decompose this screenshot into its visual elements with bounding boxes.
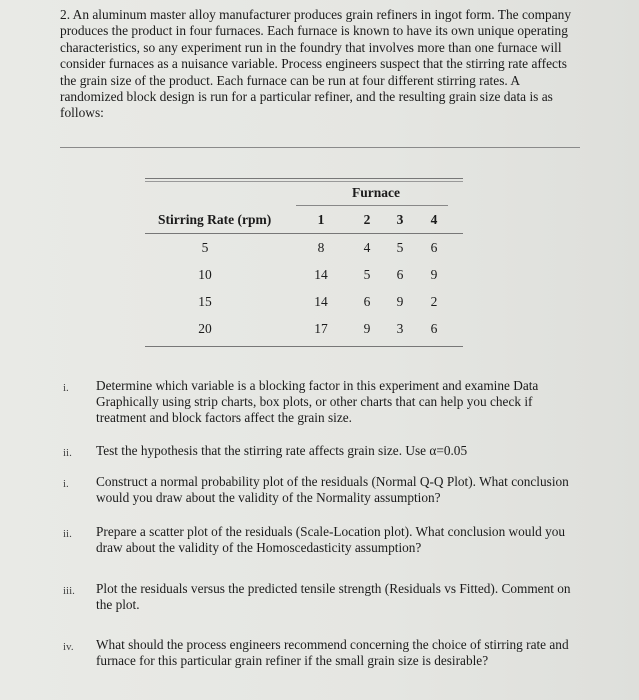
question-number: iv.: [63, 641, 74, 653]
question-text: What should the process engineers recommend concerning the choice of stirring rate and furnace for this particular grain refiner if the small grain size is desirable?: [96, 637, 569, 669]
question-number: i.: [63, 478, 69, 490]
table-cell: 3: [396, 321, 404, 336]
question-text: Construct a normal probability plot of the residuals (Normal Q-Q Plot). What conclusion would you draw about the validity of the Normality assumption?: [96, 474, 569, 506]
furnace-col-header: 4: [430, 212, 438, 227]
furnace-underline: [296, 205, 448, 206]
table-cell: 6: [430, 240, 438, 255]
rate-cell: 15: [198, 294, 212, 309]
table-cell: 9: [430, 267, 438, 282]
rate-cell: 20: [198, 321, 212, 336]
question-text: Test the hypothesis that the stirring rate affects grain size. Use α=0.05: [96, 443, 468, 458]
table-cell: 6: [430, 321, 438, 336]
stirring-rate-header: Stirring Rate (rpm): [158, 212, 272, 227]
question-text: Plot the residuals versus the predicted tensile strength (Residuals vs Fitted). Comment on the plot.: [96, 581, 571, 613]
table-cell: 9: [363, 321, 371, 336]
table-cell: 14: [314, 267, 328, 282]
rate-cell: 5: [201, 240, 209, 255]
furnace-col-header: 2: [363, 212, 371, 227]
table-cell: 8: [317, 240, 325, 255]
table-cell: 5: [396, 240, 404, 255]
section-divider: [60, 147, 580, 148]
rate-cell: 10: [198, 267, 212, 282]
table-bottom-rule: [145, 346, 463, 347]
question-number: iii.: [63, 585, 75, 597]
question-number: i.: [63, 382, 69, 394]
question-number: ii.: [63, 528, 72, 540]
question-number: ii.: [63, 447, 72, 459]
table-cell: 6: [396, 267, 404, 282]
table-cell: 9: [396, 294, 404, 309]
question-text: Prepare a scatter plot of the residuals (Scale-Location plot). What conclusion would you draw about the validity of the Homoscedasticity assumption?: [96, 524, 566, 556]
furnace-col-header: 3: [396, 212, 404, 227]
table-cell: 17: [314, 321, 328, 336]
header-rule: [145, 233, 463, 234]
table-cell: 14: [314, 294, 328, 309]
table-cell: 4: [363, 240, 371, 255]
table-top-rule-2: [145, 181, 463, 182]
table-top-rule: [145, 178, 463, 179]
table-cell: 5: [363, 267, 371, 282]
problem-intro: 2. An aluminum master alloy manufacturer produces grain refiners in ingot form. The company produces the product in four furnaces. Each furnace is known to have its own unique operating characteristics, so any experiment run in the foundry that involves more than one furnace will consider furnaces as a nuisance variable. Process engineers suspect that the stirring rate affects the grain size of the product. Each furnace can be run at four different stirring rates. A randomized block design is run for a particular refiner, and the resulting grain size data is as follows:: [60, 7, 572, 121]
furnace-header: Furnace: [352, 185, 400, 200]
furnace-col-header: 1: [317, 212, 325, 227]
question-text: Determine which variable is a blocking factor in this experiment and examine Data Graphically using strip charts, box plots, or other charts that can help you check if treatment and block factors affect the grain size.: [96, 378, 539, 426]
table-cell: 6: [363, 294, 371, 309]
table-cell: 2: [430, 294, 438, 309]
